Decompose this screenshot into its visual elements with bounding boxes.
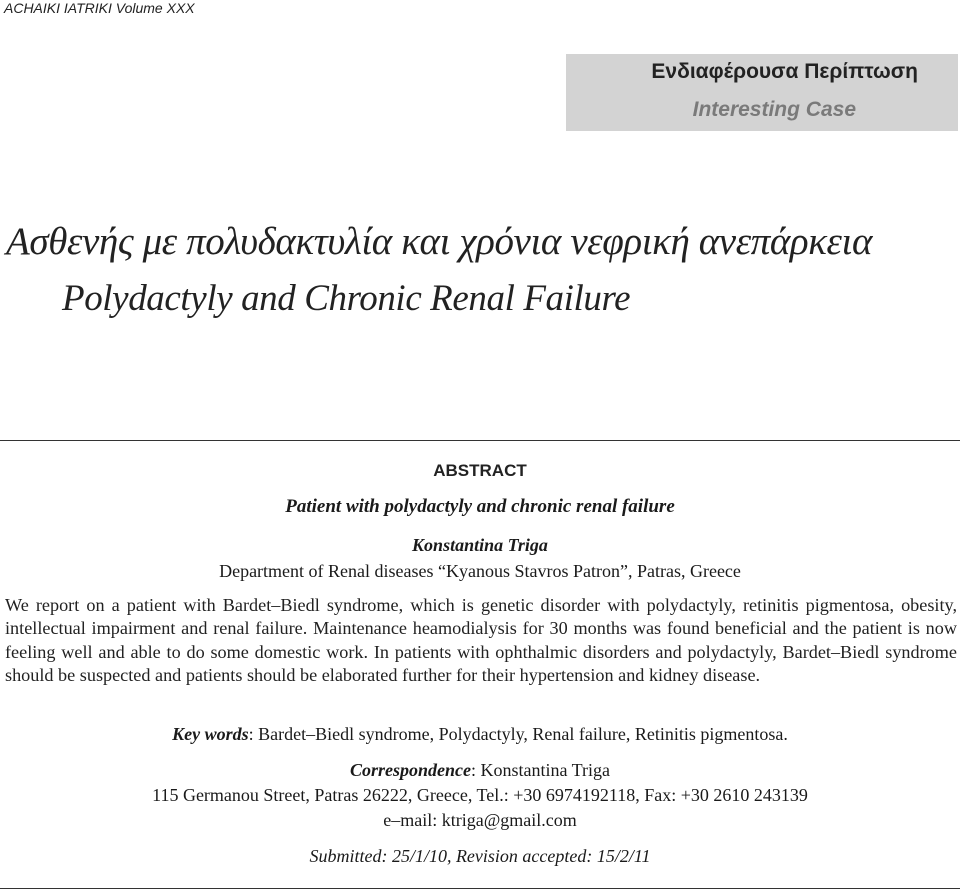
correspondence-name: : Konstantina Triga <box>470 760 610 780</box>
keywords <box>0 724 960 745</box>
abstract-body: We report on a patient with Bardet–Biedl syndrome, which is genetic disorder with polydactyly, retinitis pigmentosa, obesity, intellectual impairment and renal failure. Maintenance heamodialysis for 30 months was found beneficial and the patient is now feeling well and able to do some domestic work. In patients with ophthalmic disorders and polydactyly, Bardet–Biedl syndrome should be suspected and patients should be elaborated further for their hypertension and kidney disease. <box>5 595 957 686</box>
abstract-heading: ABSTRACT <box>433 461 527 480</box>
bottom-divider <box>0 888 960 889</box>
abstract-title: Patient with polydactyly and chronic renal failure <box>285 496 675 517</box>
author-name: Konstantina Triga <box>412 535 548 555</box>
correspondence <box>0 760 960 781</box>
journal-header: ACHAIKI IATRIKI Volume XXX <box>4 0 195 16</box>
section-label-english: Interesting Case <box>692 98 856 121</box>
author-affiliation: Department of Renal diseases “Kyanous Stavros Patron”, Patras, Greece <box>219 561 741 581</box>
top-divider <box>0 440 960 441</box>
submission-dates: Submitted: 25/1/10, Revision accepted: 15/2/11 <box>309 846 651 866</box>
keywords-label: Key words <box>172 724 249 744</box>
correspondence-email: e–mail: ktriga@gmail.com <box>383 810 577 830</box>
article-title-greek: Ασθενής με πολυδακτυλία και χρόνια νεφρική ανεπάρκεια <box>6 220 873 263</box>
keywords-value: : Bardet–Biedl syndrome, Polydactyly, Renal failure, Retinitis pigmentosa. <box>248 724 788 744</box>
correspondence-address: 115 Germanou Street, Patras 26222, Greece, Tel.: +30 6974192118, Fax: +30 2610 243139 <box>152 785 808 805</box>
section-label-box <box>566 54 958 131</box>
article-title-english: Polydactyly and Chronic Renal Failure <box>62 278 631 319</box>
section-label-greek: Ενδιαφέρουσα Περίπτωση <box>651 60 918 83</box>
correspondence-label: Correspondence <box>349 760 471 780</box>
